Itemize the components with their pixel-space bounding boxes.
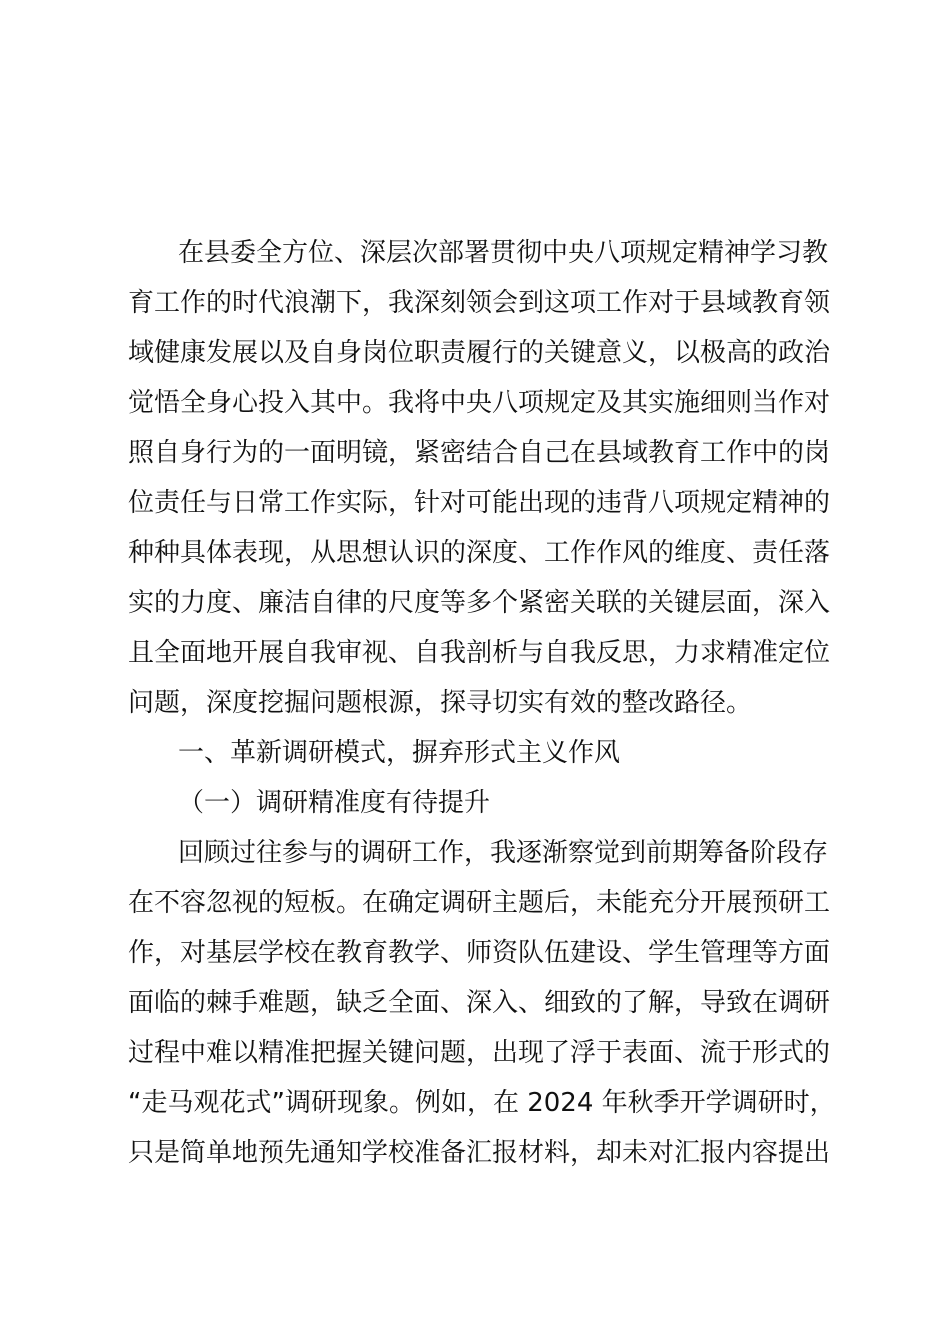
paragraph-line: 面临的棘手难题，缺乏全面、深入、细致的了解，导致在调研 [128,988,831,1018]
paragraph-line: 位责任与日常工作实际，针对可能出现的违背八项规定精神的 [128,488,831,518]
paragraph-line: 在县委全方位、深层次部署贯彻中央八项规定精神学习教 [178,238,829,268]
paragraph-line: 域健康发展以及自身岗位职责履行的关键意义，以极高的政治 [128,338,831,368]
paragraph-line: 种种具体表现，从思想认识的深度、工作作风的维度、责任落 [128,538,831,568]
paragraph-line: 实的力度、廉洁自律的尺度等多个紧密关联的关键层面，深入 [128,588,831,618]
paragraph-line: 作，对基层学校在教育教学、师资队伍建设、学生管理等方面 [128,938,831,968]
paragraph-line: “走马观花式”调研现象。例如，在 2024 年秋季开学调研时， [128,1088,836,1118]
subsection-heading: （一）调研精准度有待提升 [178,788,491,818]
paragraph-line: 育工作的时代浪潮下，我深刻领会到这项工作对于县域教育领 [128,288,831,318]
paragraph-line: 过程中难以精准把握关键问题，出现了浮于表面、流于形式的 [128,1038,831,1068]
paragraph-line: 问题，深度挖掘问题根源，探寻切实有效的整改路径。 [128,688,753,718]
paragraph-line: 只是简单地预先通知学校准备汇报材料，却未对汇报内容提出 [128,1138,831,1168]
paragraph-line: 回顾过往参与的调研工作，我逐渐察觉到前期筹备阶段存 [178,838,829,868]
document-body [128,228,838,1178]
paragraph-line: 且全面地开展自我审视、自我剖析与自我反思，力求精准定位 [128,638,831,668]
paragraph-line: 照自身行为的一面明镜，紧密结合自己在县域教育工作中的岗 [128,438,831,468]
paragraph-line: 在不容忽视的短板。在确定调研主题后，未能充分开展预研工 [128,888,831,918]
paragraph-line: 觉悟全身心投入其中。我将中央八项规定及其实施细则当作对 [128,388,831,418]
section-heading: 一、革新调研模式，摒弃形式主义作风 [178,738,621,768]
